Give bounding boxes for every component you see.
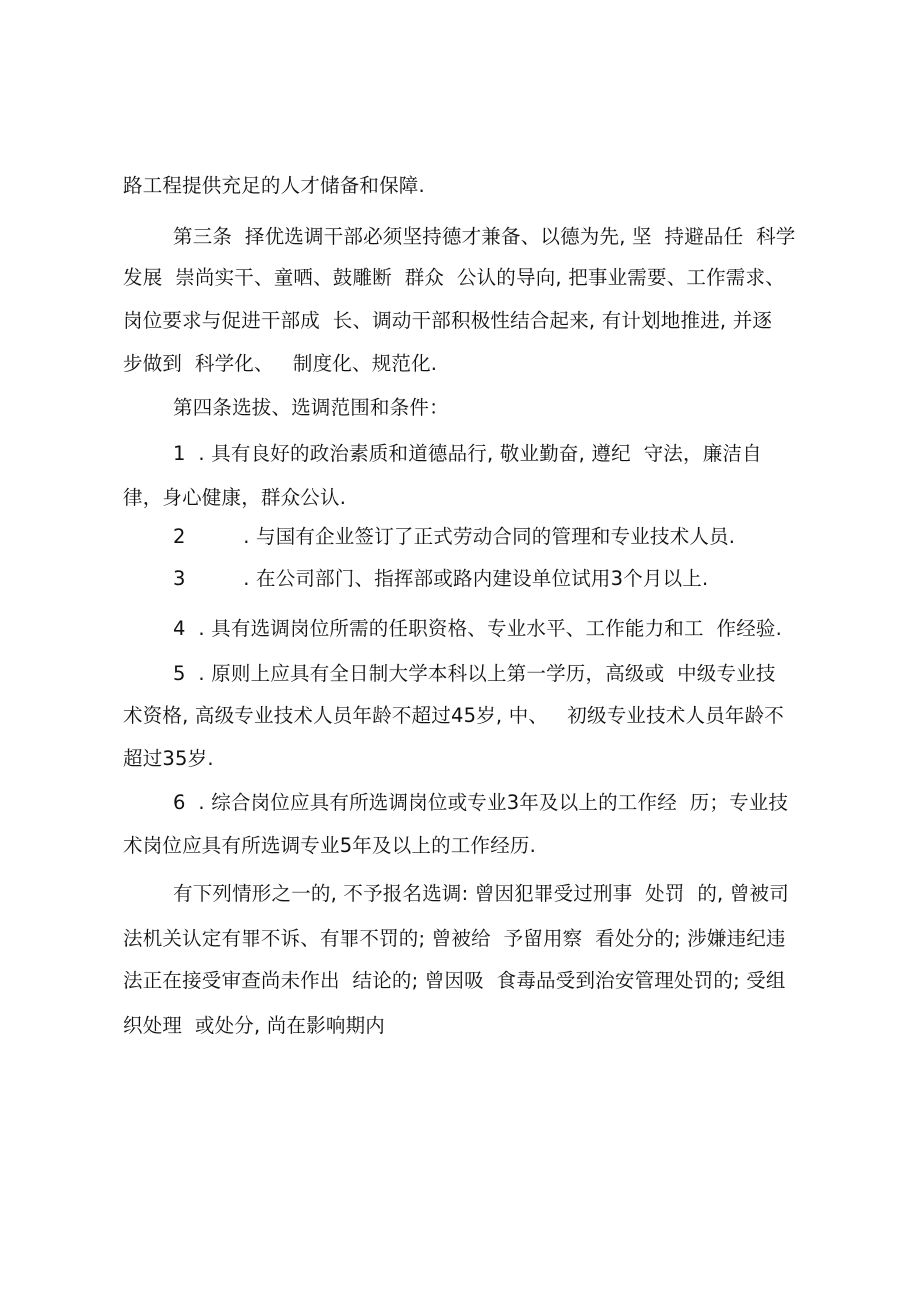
text-line: 3 . 在公司部门、指挥部或路内建设单位试用3个月以上.: [173, 567, 709, 590]
text-line: 5 . 原则上应具有全日制大学本科以上第一学历，高级或 中级专业技: [173, 662, 776, 685]
text-line: 术资格, 高级专业技术人员年龄不超过45岁, 中、 初级专业技术人员年龄不: [123, 704, 785, 727]
text-line: 岗位要求与促进干部成 长、调动干部积极性结合起来, 有计划地推进, 并逐: [123, 309, 773, 332]
text-line: 法正在接受审查尚未作出 结论的; 曾因吸 食毒品受到治安管理处罚的; 受组: [123, 969, 786, 992]
text-line: 有下列情形之一的, 不予报名选调: 曾因犯罪受过刑事 处罚 的, 曾被司: [173, 882, 789, 905]
text-line: 4 . 具有选调岗位所需的任职资格、专业水平、工作能力和工 作经验.: [173, 617, 782, 640]
text-line: 6 . 综合岗位应具有所选调岗位或专业3年及以上的工作经 历；专业技: [173, 791, 789, 814]
text-line: 超过35岁.: [123, 747, 214, 770]
text-line: 术岗位应具有所选调专业5年及以上的工作经历.: [123, 834, 537, 857]
text-line: 第四条选拔、选调范围和条件：: [173, 396, 449, 419]
text-line: 1 . 具有良好的政治素质和道德品行, 敬业勤奋, 遵纪 守法，廉洁自: [173, 442, 762, 465]
text-line: 发展 崇尚实干、童哂、鼓雕断 群众 公认的导向, 把事业需要、工作需求、: [123, 266, 785, 289]
text-line: 织处理 或处分, 尚在影响期内: [123, 1014, 385, 1037]
text-line: 路工程提供充足的人才储备和保障.: [123, 174, 425, 197]
text-line: 步做到 科学化、 制度化、规范化.: [123, 352, 438, 375]
text-line: 第三条 择优选调干部必须坚持德才兼备、以德为先, 坚 持避品任 科学: [173, 225, 796, 248]
text-line: 2 . 与国有企业签订了正式劳动合同的管理和专业技术人员.: [173, 525, 736, 548]
text-line: 律，身心健康，群众公认.: [123, 486, 347, 509]
text-line: 法机关认定有罪不诉、有罪不罚的; 曾被给 予留用察 看处分的; 涉嫌违纪违: [123, 927, 786, 950]
